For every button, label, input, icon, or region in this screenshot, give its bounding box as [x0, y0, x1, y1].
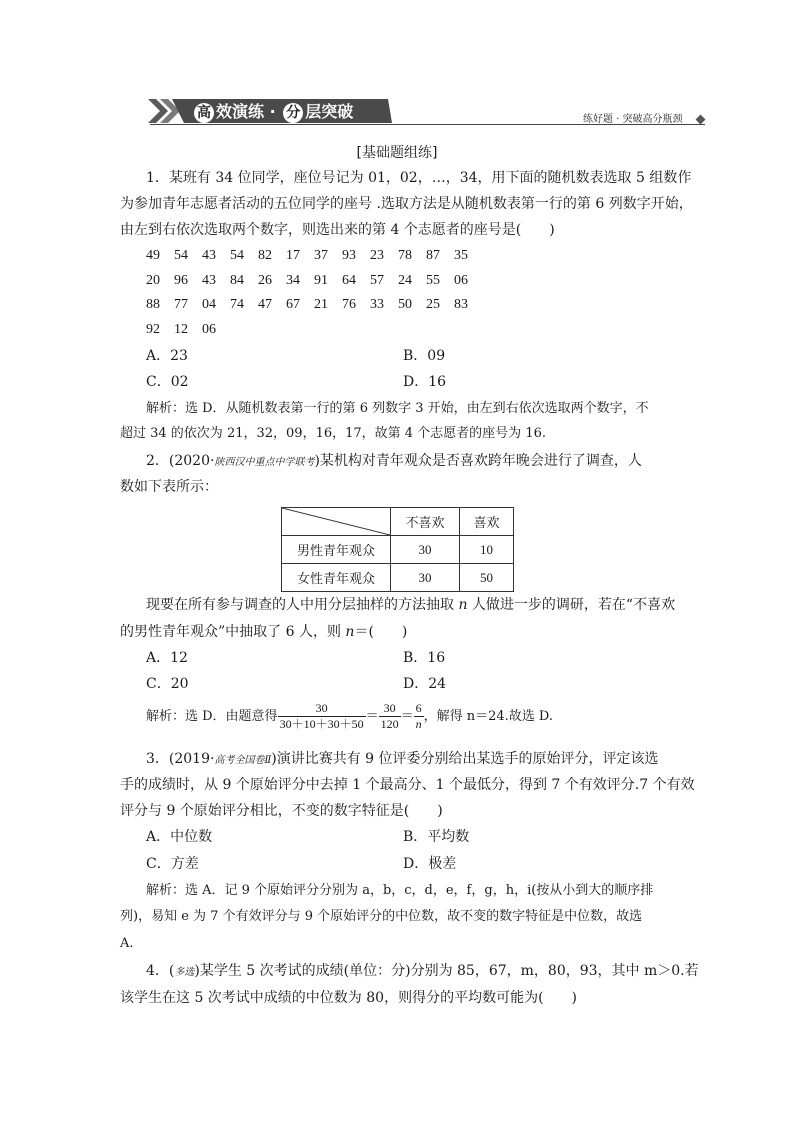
- q2-answer-suffix: ，解得 n＝24.故选 D.: [423, 709, 554, 724]
- equals-sign-2: ＝: [400, 709, 414, 724]
- q4-multi-tag: 多选: [174, 967, 195, 978]
- q4-prefix: 4．(: [146, 963, 175, 979]
- q2-var-n: n: [458, 597, 468, 613]
- q2-line1: [146, 451, 642, 473]
- fraction-2: [379, 701, 401, 732]
- q1-answer-line1: 解析：选 D．从随机数表第一行的第 6 列数字 3 开始，由左到右依次选取两个数字，不: [146, 401, 649, 416]
- q2-line3: [146, 595, 675, 615]
- q1-line2: 为参加青年志愿者活动的五位同学的座号 .选取方法是从随机数表第一行的第 6 列数字开始，: [120, 196, 693, 212]
- header-slogan: 练好题 · 突破高分瓶颈: [583, 114, 683, 125]
- q2-line4a: 的男性青年观众”中抽取了 6 人，则: [120, 624, 346, 640]
- random-table-row-2: 20 96 43 84 26 34 91 64 57 24 55 06: [146, 273, 468, 288]
- banner-mid: 演练 ·: [232, 102, 282, 121]
- q3-option-d: D．极差: [403, 856, 457, 872]
- table-header-row: [282, 508, 514, 536]
- q3-answer-line1: 解析：选 A．记 9 个原始评分分别为 a，b，c，d，e，f，g，h，i(按从小到大的顺序排: [146, 883, 654, 898]
- fraction-1: [278, 701, 366, 732]
- q2-line3a: 现要在所有参与调查的人中用分层抽样的方法抽取: [146, 597, 459, 613]
- q2-line3b: 人做进一步的调研，若在“不喜欢: [467, 597, 676, 613]
- q2-option-b: B．16: [403, 650, 446, 666]
- fraction-1-denominator: 30＋10＋30＋50: [279, 717, 364, 731]
- q2-var-n-2: n: [345, 624, 355, 640]
- q2-line2: 数如下表所示：: [120, 479, 218, 495]
- random-table-row-1: 49 54 43 54 82 17 37 93 23 78 87 35: [146, 248, 468, 263]
- table-row: [282, 564, 514, 592]
- q3-line1: [146, 749, 659, 771]
- q3-line2: 手的成绩时，从 9 个原始评分中去掉 1 个最高分、1 个最低分，得到 7 个有效评分.7 个有效: [120, 777, 695, 793]
- section-title: [基础题组练]: [356, 145, 438, 161]
- banner-title: [192, 101, 353, 123]
- table-cell-female-dislike: 30: [391, 564, 460, 592]
- q3-line1-rest: )演讲比赛共有 9 位评委分别给出某选手的原始评分，评定该选: [271, 751, 659, 767]
- q1-answer-line2: 超过 34 的依次为 21，32，09，16，17，故第 4 个志愿者的座号为 16.: [120, 426, 546, 441]
- q3-option-b: B．平均数: [403, 829, 470, 845]
- q3-option-c: C．方差: [146, 856, 199, 872]
- q1-option-a: A．23: [146, 348, 188, 364]
- fraction-3: [414, 701, 424, 732]
- q2-option-a: A．12: [146, 650, 188, 666]
- fraction-2-numerator: 30: [383, 701, 396, 715]
- table-cell-female-like: 50: [460, 564, 514, 592]
- random-table-row-3: 88 77 04 74 47 67 21 76 33 50 25 83: [146, 297, 468, 312]
- table-cell-male-dislike: 30: [391, 536, 460, 564]
- q1-option-d: D．16: [403, 374, 447, 390]
- fraction-3-denominator: n: [415, 717, 422, 731]
- diamond-icon: [696, 115, 706, 125]
- banner-char-2: 效: [216, 102, 233, 121]
- fraction-2-denominator: 120: [380, 717, 399, 731]
- table-corner-cell: [282, 508, 391, 536]
- q2-source-tag: 陕西汉中重点中学联考: [214, 457, 315, 468]
- q2-line4b: ＝( ): [354, 624, 408, 640]
- q1-line3: 由左到右依次选取两个数字，则选出来的第 4 个志愿者的座号是( ): [120, 222, 555, 238]
- survey-table: [281, 507, 514, 592]
- q4-line2: 该学生在这 5 次考试中成绩的中位数为 80，则得分的平均数可能为( ): [120, 990, 577, 1006]
- fraction-3-numerator: 6: [415, 701, 422, 715]
- q2-answer-prefix: 解析：选 D．由题意得: [146, 709, 278, 724]
- banner-badge-2: 分: [283, 103, 303, 123]
- q2-line4: [120, 622, 407, 642]
- q3-answer-line3: A.: [120, 936, 134, 951]
- diagonal-line: [282, 508, 390, 535]
- table-cell-male-like: 10: [460, 536, 514, 564]
- table-row-label-male: 男性青年观众: [282, 536, 391, 564]
- q1-option-b: B．09: [403, 348, 446, 364]
- q3-answer-line2: 列)，易知 e 为 7 个有效评分与 9 个原始评分的中位数，故不变的数字特征是中位数，故选: [120, 909, 643, 924]
- q3-line3: 评分与 9 个原始评分相比，不变的数字特征是( ): [120, 803, 443, 819]
- q3-option-a: A．中位数: [146, 829, 213, 845]
- q2-prefix: 2．(2020·: [146, 453, 215, 469]
- table-header-like: 喜欢: [460, 508, 514, 536]
- banner-end: 层突破: [305, 102, 354, 121]
- q1-line1: 1．某班有 34 位同学，座位号记为 01，02，…，34，用下面的随机数表选取 5 组数作: [146, 170, 692, 186]
- q3-source-tag: 高考全国卷Ⅱ: [214, 755, 272, 766]
- q4-line1-rest: )某学生 5 次考试的成绩(单位：分)分别为 85，67，m，80，93，其中 m＞0.若: [194, 963, 699, 979]
- random-table-row-4: 92 12 06: [146, 322, 216, 337]
- fraction-1-numerator: 30: [315, 701, 328, 715]
- equals-sign-1: ＝: [365, 709, 379, 724]
- q2-option-c: C．20: [146, 676, 189, 692]
- q2-line1-rest: )某机构对青年观众是否喜欢跨年晚会进行了调查，人: [314, 453, 642, 469]
- q2-answer: [146, 700, 553, 734]
- table-row: [282, 536, 514, 564]
- q4-line1: [146, 961, 699, 983]
- banner-badge-1: 高: [194, 103, 214, 123]
- q2-option-d: D．24: [403, 676, 447, 692]
- table-header-dislike: 不喜欢: [391, 508, 460, 536]
- q1-option-c: C．02: [146, 374, 189, 390]
- table-row-label-female: 女性青年观众: [282, 564, 391, 592]
- q3-prefix: 3．(2019·: [146, 751, 215, 767]
